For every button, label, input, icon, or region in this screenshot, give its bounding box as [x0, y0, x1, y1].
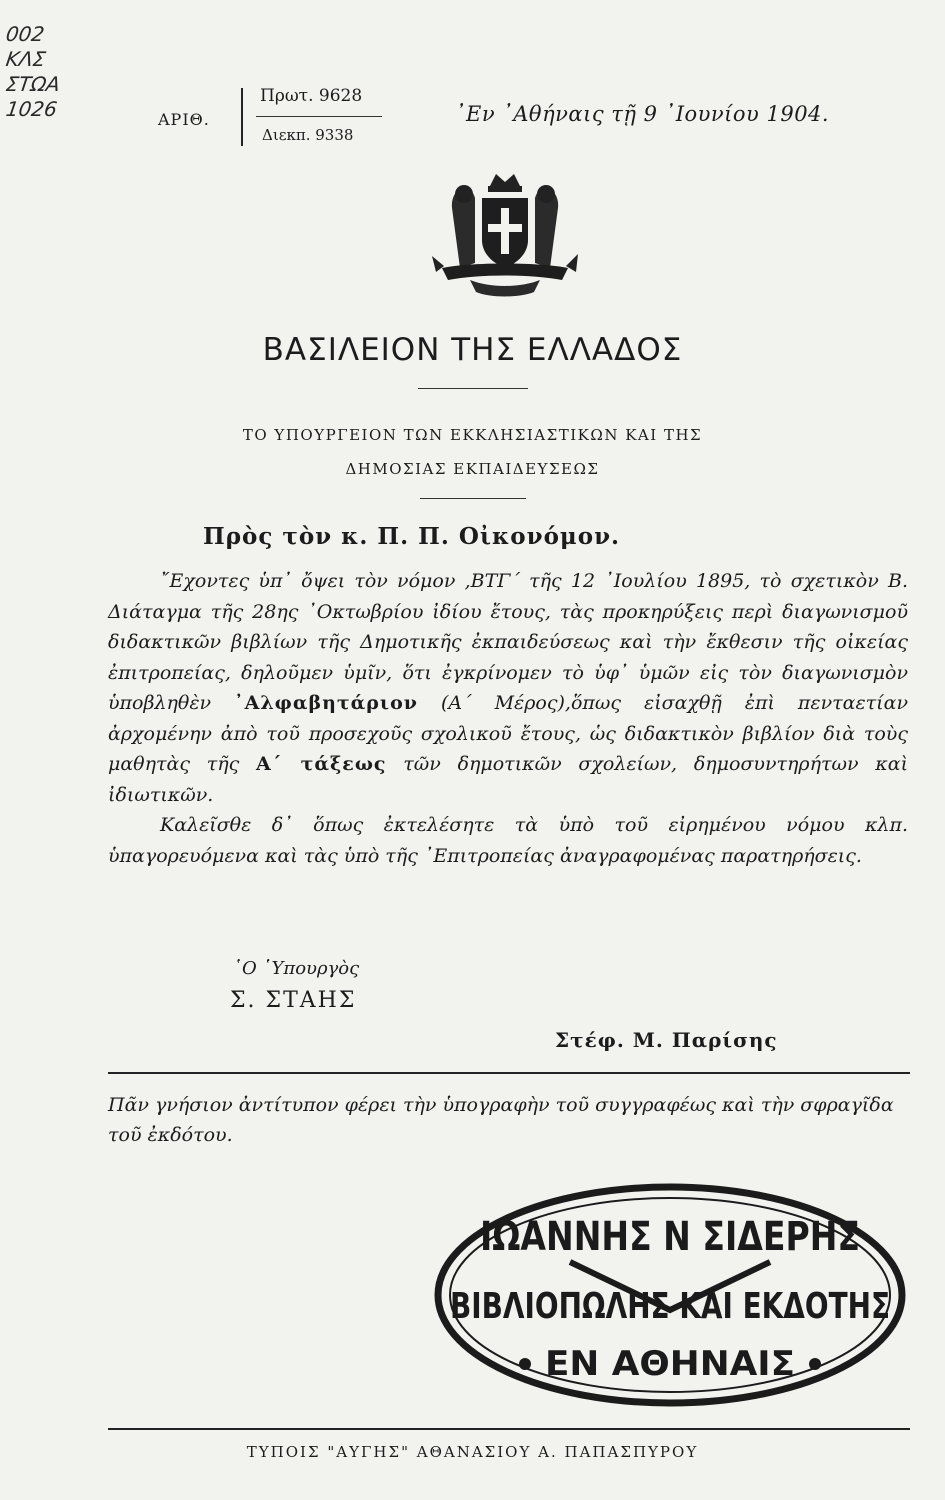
body-text: τῶν δημοτικῶν σχολείων, δημοσυντηρήτων καὶ ἰδιωτικῶν.: [108, 753, 909, 806]
ministry-line-1: ΤΟ ΥΠΟΥΡΓΕΙΟΝ ΤΩΝ ΕΚΚΛΗΣΙΑΣΤΙΚΩΝ ΚΑΙ ΤΗΣ: [242, 426, 703, 444]
note-line: ΣΤΩΑ: [4, 72, 62, 96]
stamp-line-2: ΒΙΒΛΙΟΠΩΛΗΣ ΚΑΙ ΕΚΔΟΤΗΣ: [450, 1286, 890, 1327]
dispatch-number: Διεκπ. 9338: [262, 126, 354, 144]
stamp-line-1: ΙΩΑΝΝΗΣ Ν ΣΙΔΕΡΗΣ: [480, 1214, 860, 1260]
letter-body: [108, 566, 908, 871]
stamp-line-3: ΕΝ ΑΘΗΝΑΙΣ: [545, 1344, 795, 1384]
ministry-divider: [420, 498, 526, 499]
ministry-line-2: ΔΗΜΟΣΙΑΣ ΕΚΠΑΙΔΕΥΣΕΩΣ: [345, 460, 600, 478]
section-divider: [108, 1072, 910, 1074]
arith-label: ΑΡΙΘ.: [158, 110, 210, 129]
note-line: ΚΛΣ: [4, 47, 48, 71]
title-divider: [418, 388, 528, 389]
place-date: ᾿Εν ᾿Αθήναις τῇ 9 ᾿Ιουνίου 1904.: [455, 102, 830, 126]
brace-divider: [241, 88, 251, 146]
addressee: Πρὸς τὸν κ. Π. Π. Οἰκονόμον.: [203, 523, 621, 550]
note-line: 002: [4, 22, 46, 46]
class-name: Α΄ τάξεως: [256, 753, 387, 775]
protocol-number: Πρωτ. 9628: [260, 86, 363, 106]
body-paragraph: [108, 566, 908, 810]
body-text: ῎Εχοντες ὑπ᾿ ὄψει τὸν νόμον ,ΒΤΓ΄ τῆς 12 ᾿Ιουλίου 1895, τὸ σχετικὸν Β. Διάταγμα τῆς 28ης ᾿Οκτωβρίου ἰδίου ἔτους, τὰς προκηρύξεις περὶ διαγωνισμοῦ διδακτικῶν βιβλίων τῆς Δημοτικῆς ἐκπαιδεύσεως καὶ τὴν ἔκθεσιν τῆς οἰκείας ἐπιτροπείας, δηλοῦμεν ὑμῖν, ὅτι ἐγκρίνομεν τὸ ὑφ᾿ ὑμῶν εἰς τὸν διαγωνισμὸν ὑποβληθὲν: [108, 570, 908, 714]
body-text: (Α΄ Μέρος),ὅπως εἰσαχθῇ ἐπὶ πενταετίαν ἀρχομένην ἀπὸ τοῦ προσεχοῦς σχολικοῦ ἔτους, ὡς διδακτικὸν βιβλίον διὰ τοὺς μαθητὰς τῆς: [108, 692, 909, 775]
footer-divider: [108, 1428, 910, 1430]
publisher-stamp: [430, 1180, 910, 1410]
kingdom-title: ΒΑΣΙΛΕΙΟΝ ΤΗΣ ΕΛΛΑΔΟΣ: [262, 332, 683, 368]
minister-name: Σ. ΣΤΑΗΣ: [230, 988, 357, 1013]
signature: Στέφ. Μ. Παρίσης: [555, 1028, 778, 1052]
minister-title: ῾Ο ῾Υπουργὸς: [233, 958, 360, 979]
printer-line: ΤΥΠΟΙΣ "ΑΥΓΗΣ" ΑΘΑΝΑΣΙΟΥ Α. ΠΑΠΑΣΠΥΡΟΥ: [246, 1443, 699, 1461]
body-paragraph: Καλεῖσθε δ᾿ ὅπως ἐκτελέσητε τὰ ὑπὸ τοῦ εἰρημένου νόμου κλπ. ὑπαγορευόμενα καὶ τὰς ὑπὸ τῆς ᾿Επιτροπείας ἀναγραφομένας παρατηρήσεις.: [108, 814, 908, 867]
note-line: 1026: [4, 97, 59, 121]
royal-coat-of-arms-icon: [430, 168, 580, 318]
book-title: ᾿Αλφαβητάριον: [234, 692, 418, 714]
authenticity-note: Πᾶν γνήσιον ἀντίτυπον φέρει τὴν ὑπογραφὴν τοῦ συγγραφέως καὶ τὴν σφραγῖδα τοῦ ἐκδότου.: [108, 1094, 894, 1146]
archive-handwritten-note: [6, 22, 60, 122]
protocol-divider: [256, 116, 382, 117]
